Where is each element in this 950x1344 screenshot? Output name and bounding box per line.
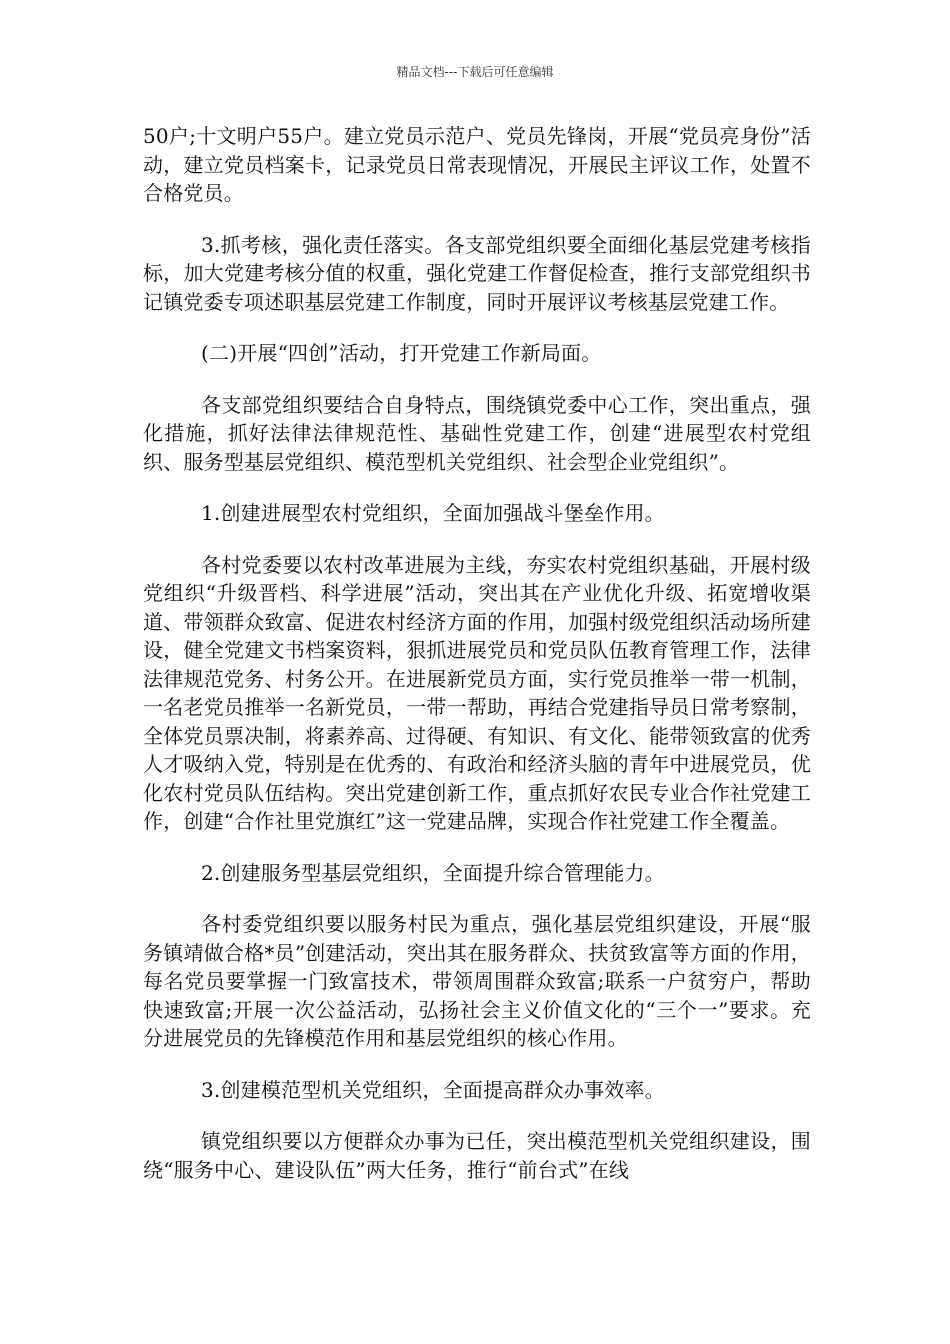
subheading-1: 1.创建进展型农村党组织，全面加强战斗堡垒作用。 xyxy=(201,501,665,525)
subheading-2: 2.创建服务型基层党组织，全面提升综合管理能力。 xyxy=(201,860,665,885)
page-header: 精品文档---下载后可任意编辑 xyxy=(396,65,554,79)
paragraph-10: 镇党组织要以方便群众办事为已任，突出模范型机关党组织建设，围绕“服务中心、建设队伍”两大任务，推行“前台式”在线 xyxy=(143,1129,811,1182)
paragraph-8: 各村委党组织要以服务村民为重点，强化基层党组织建设，开展“服务镇靖做合格*员”创建活动，突出其在服务群众、扶贫致富等方面的作用，每名党员要掌握一门致富技术，带领周围群众致富;联系一户贫穷户，帮助快速致富;开展一次公益活动，弘扬社会主义价值文化的“三个一”要求。充分进展党员的先锋模范作用和基层党组织的核心作用。 xyxy=(143,912,811,1050)
subheading-3: 3.创建模范型机关党组织，全面提高群众办事效率。 xyxy=(201,1077,665,1102)
paragraph-2: 3.抓考核，强化责任落实。各支部党组织要全面细化基层党建考核指标，加大党建考核分值的权重，强化党建工作督促检查，推行支部党组织书记镇党委专项述职基层党建工作制度，同时开展评议考核基层党建工作。 xyxy=(143,232,811,314)
paragraph-1: 50户;十文明户55户。建立党员示范户、党员先锋岗，开展“党员亮身份”活动，建立党员档案卡，记录党员日常表现情况，开展民主评议工作，处置不合格党员。 xyxy=(143,124,811,205)
paragraph-6: 各村党委要以农村改革进展为主线，夯实农村党组织基础，开展村级党组织“升级晋档、科学进展”活动，突出其在产业优化升级、拓宽增收渠道、带领群众致富、促进农村经济方面的作用，加强村级党组织活动场所建设，健全党建文书档案资料，狠抓进展党员和党员队伍教育管理工作，法律法律规范党务、村务公开。在进展新党员方面，实行党员推举一带一机制，一名老党员推举一名新党员，一带一帮助，再结合党建指导员日常考察制，全体党员票决制，将素养高、过得硬、有知识、有文化、能带领致富的优秀人才吸纳入党，特别是在优秀的、有政治和经济头脑的青年中进展党员，优化农村党员队伍结构。突出党建创新工作，重点抓好农民专业合作社党建工作，创建“合作社里党旗红”这一党建品牌，实现合作社党建工作全覆盖。 xyxy=(143,552,811,833)
section-heading-2: (二)开展“四创”活动，打开党建工作新局面。 xyxy=(201,341,602,365)
paragraph-4: 各支部党组织要结合自身特点，围绕镇党委中心工作，突出重点，强化措施，抓好法律法律规范性、基础性党建工作，创建“进展型农村党组织、服务型基层党组织、模范型机关党组织、社会型企业党组织”。 xyxy=(143,392,811,474)
document-body xyxy=(143,122,811,1207)
